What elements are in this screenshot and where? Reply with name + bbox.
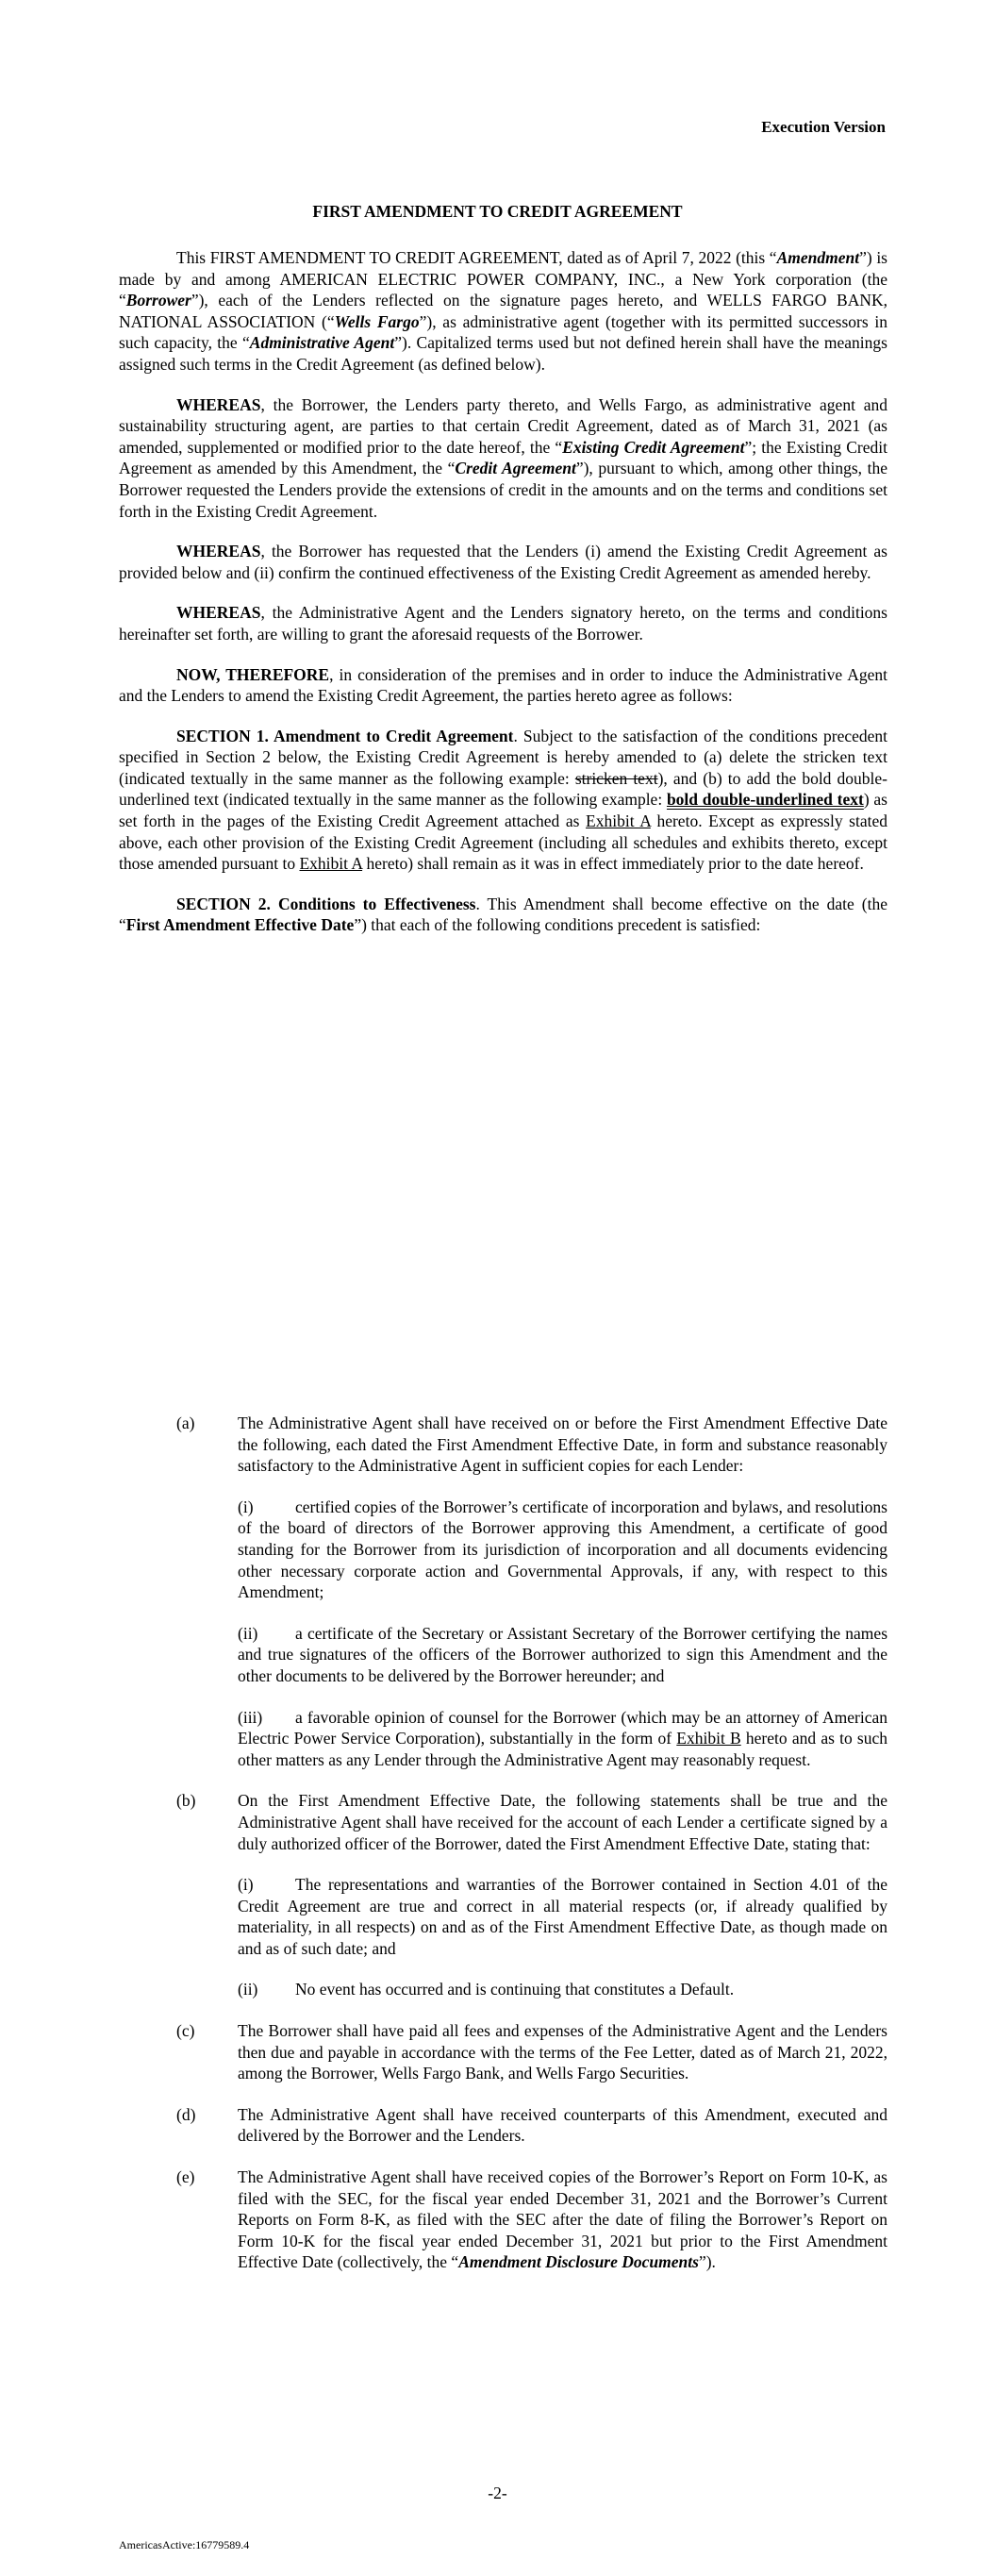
condition-label: (c) bbox=[176, 2021, 195, 2041]
condition-text: The Administrative Agent shall have received copies of the Borrower’s Report on Form 10-K, as filed with the SEC, for the fiscal year ended December 31, 2021 and the Borrower’s Current Reports on Form 8-K, as filed with the SEC after the date of filing the Borrower’s Report on Form 10-K for the fiscal year ended December 31, 2021 but prior to the First Amendment Effective Date (collectively, the “Amendment Disclosure Documents”). bbox=[238, 2167, 887, 2272]
condition-label: (d) bbox=[176, 2104, 196, 2124]
condition-a-i: (i) certified copies of the Borrower’s certificate of incorporation and bylaws, and resolutions of the board of directors of the Borrower approving this Amendment, a certificate of good standing for the Borrower from its jurisdiction of incorporation and all documents evidencing other necessary corporate action and Governmental Approvals, if any, with respect to this Amendment; bbox=[238, 1497, 887, 1602]
condition-a bbox=[119, 1413, 887, 1770]
condition-label: (e) bbox=[176, 2167, 195, 2187]
condition-a-iii: (iii) a favorable opinion of counsel for the Borrower (which may be an attorney of American Electric Power Service Corporation), substantially in the form of Exhibit B hereto and as to such other matters as any Lender through the Administrative Agent may reasonably request. bbox=[238, 1707, 887, 1769]
exhibit-a-reference-2: Exhibit A bbox=[299, 854, 363, 874]
whereas-paragraph-3: WHEREAS, the Administrative Agent and the Lenders signatory hereto, on the terms and conditions hereinafter set forth, are willing to grant the aforesaid requests of the Borrower. bbox=[119, 603, 887, 644]
condition-b bbox=[119, 1790, 887, 2000]
exhibit-b-reference: Exhibit B bbox=[676, 1729, 741, 1748]
condition-d bbox=[119, 2104, 887, 2147]
conditions-list bbox=[119, 1413, 887, 2293]
condition-text: The Administrative Agent shall have received on or before the First Amendment Effective Date the following, each dated the First Amendment Effective Date, in form and substance reasonably satisfactory to the Administrative Agent in sufficient copies for each Lender: bbox=[238, 1413, 887, 1476]
preamble-section bbox=[119, 247, 887, 955]
condition-text: On the First Amendment Effective Date, the following statements shall be true and the Administrative Agent shall have received for the account of each Lender a certificate signed by a duly authorized officer of the Borrower, dated the First Amendment Effective Date, stating that: bbox=[238, 1791, 887, 1853]
exhibit-a-reference: Exhibit A bbox=[586, 811, 651, 831]
whereas-paragraph-2: WHEREAS, the Borrower has requested that the Lenders (i) amend the Existing Credit Agreement as provided below and (ii) confirm the continued effectiveness of the Existing Credit Agreement as amended hereby. bbox=[119, 542, 887, 582]
page-number: -2- bbox=[488, 2484, 507, 2502]
now-therefore-paragraph: NOW, THEREFORE, in consideration of the premises and in order to induce the Administrative Agent and the Lenders to amend the Existing Credit Agreement, the parties hereto agree as follows: bbox=[119, 664, 887, 706]
stricken-text-example: stricken text bbox=[574, 768, 658, 788]
execution-version-label: Execution Version bbox=[761, 118, 886, 136]
condition-a-ii: (ii) a certificate of the Secretary or Assistant Secretary of the Borrower certifying the names and true signatures of the officers of the Borrower authorized to sign this Amendment and the other documents to be delivered by the Borrower hereunder; and bbox=[238, 1623, 887, 1685]
condition-label: (b) bbox=[176, 1791, 196, 1811]
intro-paragraph: This FIRST AMENDMENT TO CREDIT AGREEMENT, dated as of April 7, 2022 (this “Amendment”) is made by and among AMERICAN ELECTRIC POWER COMPANY, INC., a New York corporation (the “Borrower”), each of the Lenders reflected on the signature pages hereto, and WELLS FARGO BANK, NATIONAL ASSOCIATION (“Wells Fargo”), as administrative agent (together with its permitted successors in such capacity, the “Administrative Agent”). Capitalized terms used but not defined herein shall have the meanings assigned such terms in the Credit Agreement (as defined below). bbox=[119, 248, 887, 374]
condition-text: The Borrower shall have paid all fees and expenses of the Administrative Agent and the Lenders then due and payable in accordance with the terms of the Fee Letter, dated as of March 21, 2022, among the Borrower, Wells Fargo Bank, and Wells Fargo Securities. bbox=[238, 2021, 887, 2083]
whereas-paragraph-1: WHEREAS, the Borrower, the Lenders party thereto, and Wells Fargo, as administrative agent and sustainability structuring agent, are parties to that certain Credit Agreement, dated as of March 31, 2021 (as amended, supplemented or modified prior to the date hereof, the “Existing Credit Agreement”; the Existing Credit Agreement as amended by this Amendment, the “Credit Agreement”), pursuant to which, among other things, the Borrower requested the Lenders provide the extensions of credit in the amounts and on the terms and conditions set forth in the Existing Credit Agreement. bbox=[119, 394, 887, 521]
condition-e bbox=[119, 2166, 887, 2273]
condition-label: (a) bbox=[176, 1413, 195, 1432]
section-2-paragraph: SECTION 2. Conditions to Effectiveness. This Amendment shall become effective on the date (the “First Amendment Effective Date”) that each of the following conditions precedent is satisfied: bbox=[119, 894, 887, 935]
bold-double-underlined-example: bold double-underlined text bbox=[666, 790, 864, 810]
section-1-paragraph: SECTION 1. Amendment to Credit Agreement. Subject to the satisfaction of the conditions precedent specified in Section 2 below, the Existing Credit Agreement is hereby amended to (a) delete the stricken text (indicated textually in the same manner as the following example: stricken text), and (b) to add the bold double-underlined text (indicated textually in the same manner as the following example: bold double-underlined text) as set forth in the pages of the Existing Credit Agreement attached as Exhibit A hereto. Except as expressly stated above, each other provision of the Existing Credit Agreement (including all schedules and exhibits thereto, except those amended pursuant to Exhibit A hereto) shall remain as it was in effect immediately prior to the date hereof. bbox=[119, 726, 887, 874]
document-footer-id: AmericasActive:16779589.4 bbox=[119, 2538, 250, 2551]
document-title: FIRST AMENDMENT TO CREDIT AGREEMENT bbox=[312, 202, 683, 221]
condition-b-i: (i) The representations and warranties of the Borrower contained in Section 4.01 of the Credit Agreement are true and correct in all material respects (or, if already qualified by materiality, in all respects) on and as of the First Amendment Effective Date, as though made on and as of such date; and bbox=[238, 1875, 887, 1958]
condition-text: The Administrative Agent shall have received counterparts of this Amendment, executed and delivered by the Borrower and the Lenders. bbox=[238, 2104, 887, 2146]
condition-b-ii: (ii) No event has occurred and is continuing that constitutes a Default. bbox=[238, 1980, 735, 1999]
condition-c bbox=[119, 2020, 887, 2084]
